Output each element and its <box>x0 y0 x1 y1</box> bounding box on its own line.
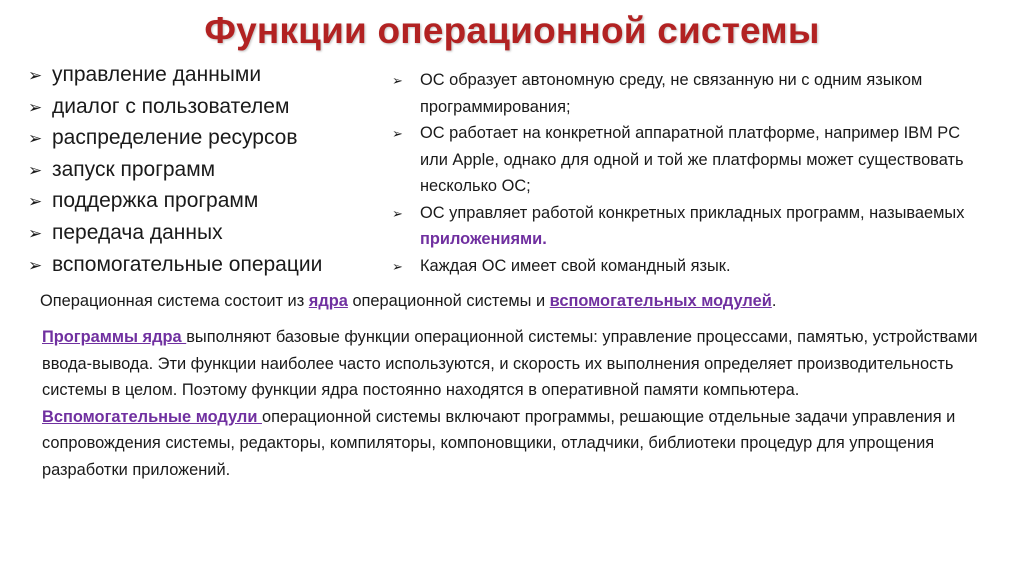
arrowhead-bullet-icon: ➢ <box>392 126 403 141</box>
description-block <box>42 324 982 483</box>
list-item <box>28 186 378 218</box>
function-label: поддержка программ <box>52 189 259 213</box>
property-text-main: Каждая ОС имеет свой командный язык. <box>420 256 731 275</box>
structure-summary <box>40 289 1000 313</box>
list-item <box>392 120 992 200</box>
list-item <box>392 67 992 120</box>
list-item <box>28 250 378 282</box>
property-text-main: ОС работает на конкретной аппаратной платформе, например IBM PC или Apple, однако для одной и той же платформы может существовать несколько ОС; <box>420 124 964 195</box>
auxiliary-modules-link[interactable]: Вспомогательные модули <box>42 407 262 426</box>
arrowhead-bullet-icon: ➢ <box>28 129 43 149</box>
property-text <box>420 120 992 200</box>
property-text <box>420 67 992 120</box>
kernel-paragraph <box>42 324 982 404</box>
paragraph-text: операционной системы включают программы, решающие отдельные задачи управления и сопровождения системы, редакторы, компиляторы, компоновщики, отладчики, библиотеки процедур для упрощения разработки приложений. <box>42 407 956 479</box>
arrowhead-bullet-icon: ➢ <box>28 192 43 212</box>
function-label: распределение ресурсов <box>52 126 298 150</box>
function-label: управление данными <box>52 63 262 86</box>
function-label: диалог с пользователем <box>52 94 290 118</box>
list-item <box>28 60 378 92</box>
arrowhead-bullet-icon: ➢ <box>28 255 43 275</box>
arrowhead-bullet-icon: ➢ <box>28 66 43 85</box>
property-text <box>420 200 992 253</box>
arrowhead-bullet-icon: ➢ <box>392 258 403 274</box>
paragraph-text: выполняют базовые функции операционной системы: управление процессами, памятью, устройствами ввода-вывода. Эти функции наиболее часто используются, и скорость их выполнения определяет производительность системы в целом. Поэтому функции ядра постоянно находятся в оперативной памяти компьютера. <box>42 328 978 399</box>
arrowhead-bullet-icon: ➢ <box>28 160 43 180</box>
function-label: передача данных <box>52 220 223 244</box>
arrowhead-bullet-icon: ➢ <box>392 73 403 88</box>
modules-paragraph <box>42 404 982 484</box>
list-item <box>28 218 378 250</box>
summary-text: . <box>771 292 777 310</box>
property-text-main: ОС управляет работой конкретных прикладных программ, называемых <box>420 203 965 222</box>
function-label: вспомогательные операции <box>52 252 323 276</box>
arrowhead-bullet-icon: ➢ <box>28 97 43 117</box>
list-item <box>28 92 378 124</box>
property-text-tail: . <box>542 230 547 248</box>
os-functions-list <box>28 60 378 281</box>
property-text-main: ОС образует автономную среду, не связанную ни с одним языком программирования; <box>420 71 923 116</box>
summary-text: Операционная система состоит из <box>40 292 309 310</box>
arrowhead-bullet-icon: ➢ <box>392 205 403 221</box>
list-item <box>392 200 992 253</box>
list-item <box>28 123 378 155</box>
list-item <box>28 155 378 187</box>
kernel-link[interactable]: ядра <box>308 292 348 310</box>
function-label: запуск программ <box>52 157 216 181</box>
summary-text: операционной системы и <box>347 292 550 310</box>
modules-link[interactable]: вспомогательных модулей <box>549 292 772 310</box>
kernel-programs-link[interactable]: Программы ядра <box>42 328 187 346</box>
highlighted-term: приложениями <box>420 230 543 248</box>
property-text <box>420 253 992 280</box>
page-title: Функции операционной системы <box>204 10 820 51</box>
os-properties-list <box>392 67 992 280</box>
arrowhead-bullet-icon: ➢ <box>28 223 43 243</box>
list-item <box>392 253 992 281</box>
